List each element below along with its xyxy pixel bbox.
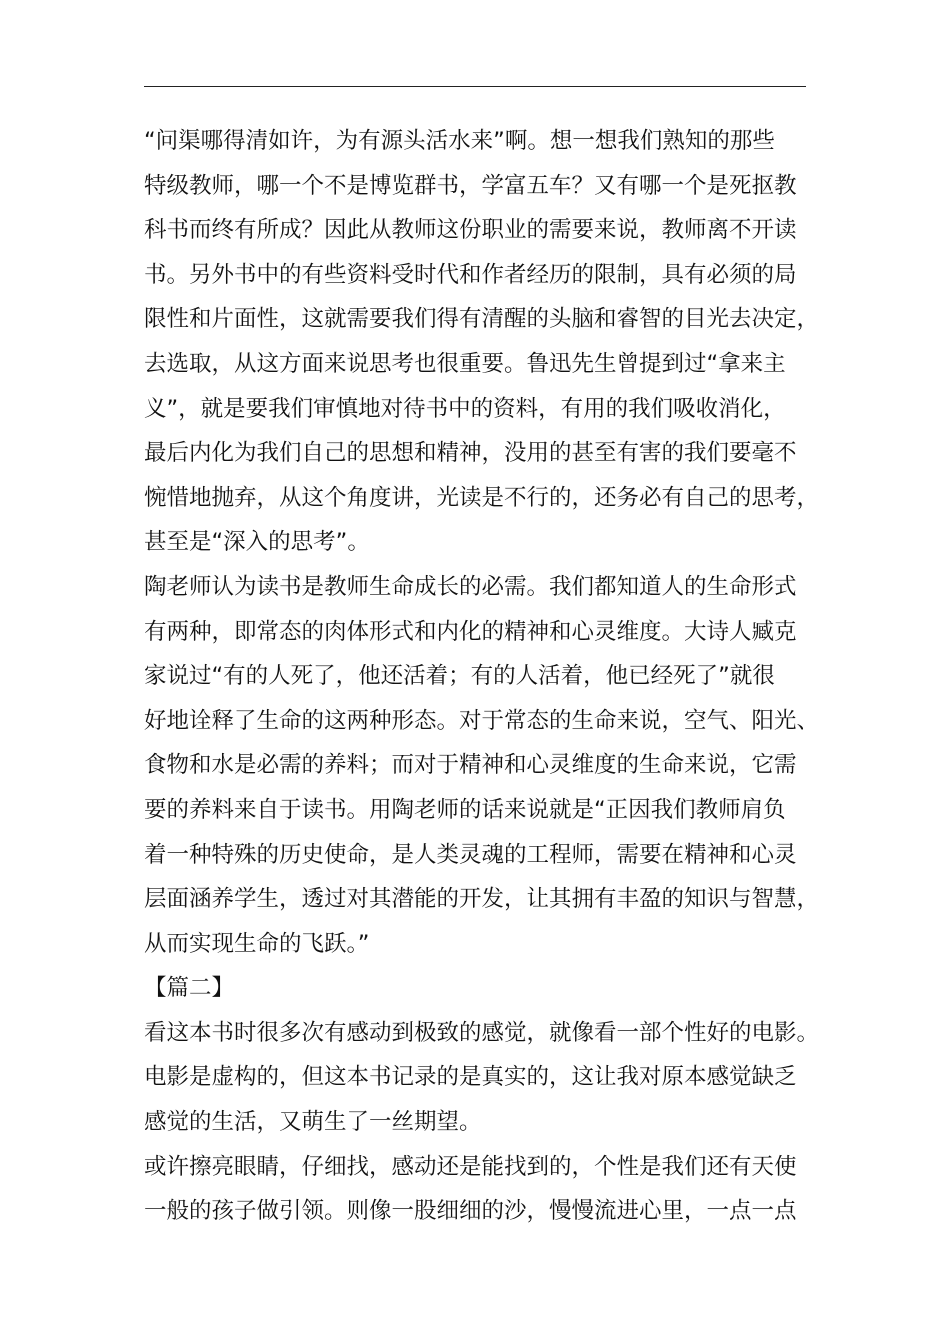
text-line: 食物和水是必需的养料；而对于精神和心灵维度的生命来说，它需 bbox=[144, 752, 797, 779]
text-line: 最后内化为我们自己的思想和精神，没用的甚至有害的我们要毫不 bbox=[144, 440, 797, 467]
text-line: 甚至是“深入的思考”。 bbox=[144, 529, 370, 556]
text-line: 有两种，即常态的肉体形式和内化的精神和心灵维度。大诗人臧克 bbox=[144, 618, 797, 645]
text-line: 去选取，从这方面来说思考也很重要。鲁迅先生曾提到过“拿来主 bbox=[144, 350, 786, 377]
text-line: 惋惜地抛弃，从这个角度讲，光读是不行的，还务必有自己的思考， bbox=[144, 484, 820, 511]
body-text bbox=[144, 119, 824, 1234]
text-line: 好地诠释了生命的这两种形态。对于常态的生命来说，空气、阳光、 bbox=[144, 707, 820, 734]
text-line: 科书而终有所成？因此从教师这份职业的需要来说，教师离不开读 bbox=[144, 217, 797, 244]
text-line: 看这本书时很多次有感动到极致的感觉，就像看一部个性好的电影。 bbox=[144, 1019, 820, 1046]
text-line: 陶老师认为读书是教师生命成长的必需。我们都知道人的生命形式 bbox=[144, 573, 797, 600]
text-line: 从而实现生命的飞跃。” bbox=[144, 930, 370, 957]
text-line: 电影是虚构的，但这本书记录的是真实的，这让我对原本感觉缺乏 bbox=[144, 1064, 797, 1091]
text-line: 感觉的生活，又萌生了一丝期望。 bbox=[144, 1109, 482, 1136]
text-line: 书。另外书中的有些资料受时代和作者经历的限制，具有必须的局 bbox=[144, 261, 797, 288]
text-line: 一般的孩子做引领。则像一股细细的沙，慢慢流进心里，一点一点 bbox=[144, 1198, 797, 1225]
text-line: 家说过“有的人死了，他还活着；有的人活着，他已经死了”就很 bbox=[144, 663, 775, 690]
header-rule bbox=[144, 86, 806, 87]
text-line: 或许擦亮眼睛，仔细找，感动还是能找到的，个性是我们还有天使 bbox=[144, 1153, 797, 1180]
text-line: 层面涵养学生，透过对其潜能的开发，让其拥有丰盈的知识与智慧， bbox=[144, 886, 820, 913]
text-line: 特级教师，哪一个不是博览群书，学富五车？又有哪一个是死抠教 bbox=[144, 172, 797, 199]
text-line: 限性和片面性，这就需要我们得有清醒的头脑和睿智的目光去决定， bbox=[144, 306, 820, 333]
text-line: 义”，就是要我们审慎地对待书中的资料，有用的我们吸收消化， bbox=[144, 395, 786, 422]
text-line: 要的养料来自于读书。用陶老师的话来说就是“正因我们教师肩负 bbox=[144, 796, 786, 823]
text-line: 着一种特殊的历史使命，是人类灵魂的工程师，需要在精神和心灵 bbox=[144, 841, 797, 868]
section-heading: 【篇二】 bbox=[144, 975, 235, 1002]
text-line: “问渠哪得清如许，为有源头活水来”啊。想一想我们熟知的那些 bbox=[144, 128, 775, 154]
